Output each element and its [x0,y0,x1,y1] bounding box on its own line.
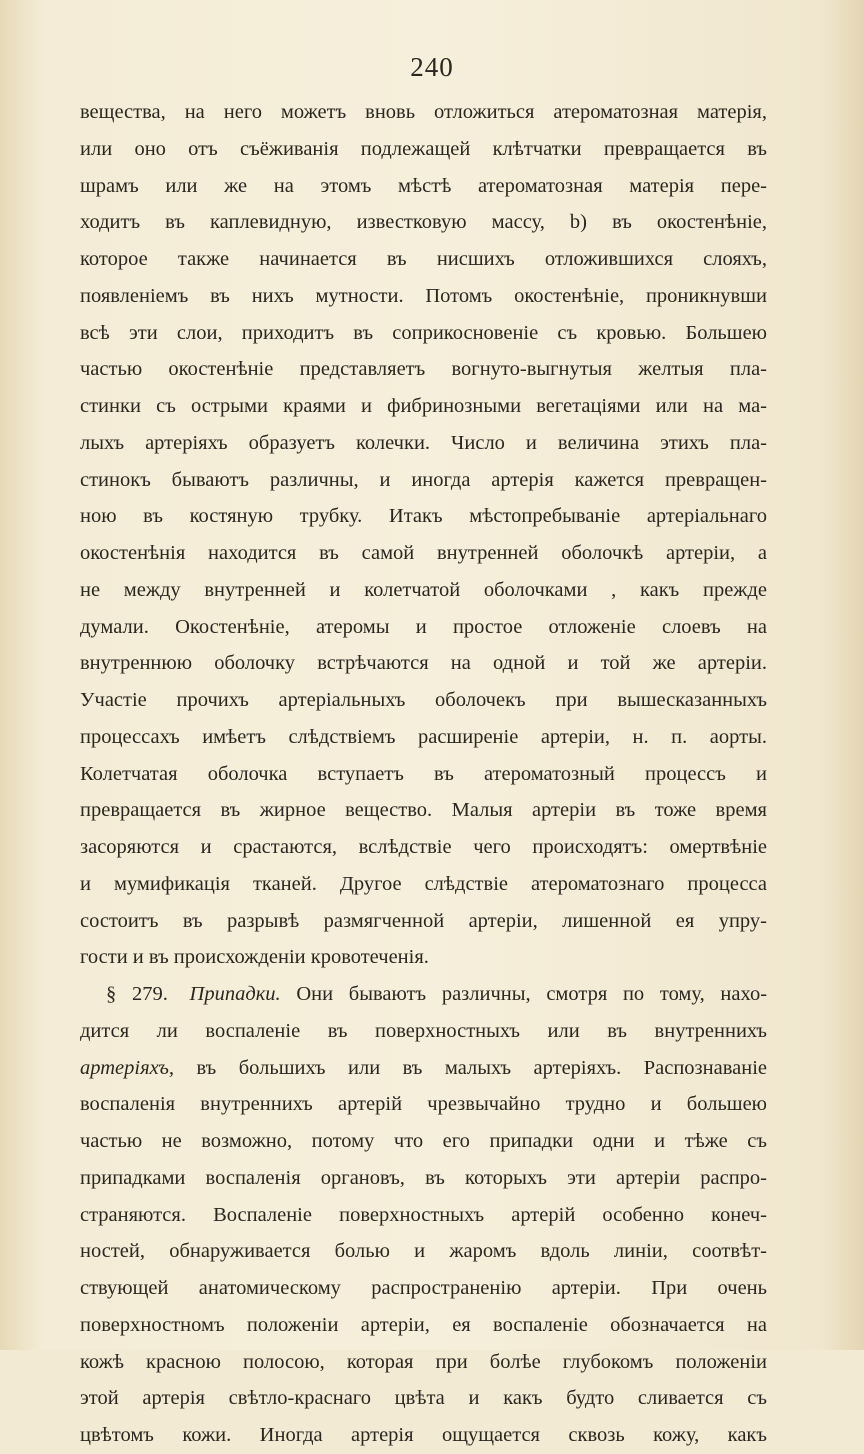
line-text: не между внутренней и колетчатой оболочками , какъ прежде [80,578,767,601]
line-text: появленіемъ въ нихъ мутности. Потомъ окостенѣніе, проникнувши [80,284,767,307]
line-text: ною въ костяную трубку. Итакъ мѣстопребываніе артеріальнаго [80,505,767,528]
line-text: въ большихъ или въ малыхъ артеріяхъ. Распознаваніе [196,1056,767,1079]
section-heading: Припадки. [189,983,281,1005]
text-line [80,1380,767,1417]
line-text: кожѣ красною полосою, которая при болѣе глубокомъ положеніи [80,1350,767,1373]
text-line [80,1417,767,1454]
text-line [80,756,767,793]
section-number: § 279. [106,983,168,1005]
line-text: состоитъ въ разрывѣ размягченной артеріи, лишенной ея упру- [80,909,767,932]
line-text: и мумификація тканей. Другое слѣдствіе атероматознаго процесса [80,872,767,895]
text-line [80,1270,767,1307]
text-line [80,976,767,1013]
line-text: Участіе прочихъ артеріальныхъ оболочекъ при вышесказанныхъ [80,689,767,711]
line-text: страняются. Воспаленіе поверхностныхъ артерій особенно конеч- [80,1203,767,1226]
line-text: процессахъ имѣетъ слѣдствіемъ расширеніе артеріи, н. п. аорты. [80,725,767,748]
text-line [80,1086,767,1123]
line-text: которое также начинается въ нисшихъ отложившихся слояхъ, [80,248,767,270]
text-line [80,903,767,940]
text-line [80,94,767,131]
text-line [80,792,767,829]
text-line [80,682,767,719]
text-line [80,572,767,609]
body-text [80,94,767,1454]
text-line [80,1013,767,1050]
text-line [80,719,767,756]
line-text: частью окостенѣніе представляетъ вогнуто-выгнутыя желтыя пла- [80,358,767,381]
line-text: поверхностномъ положеніи артеріи, ея воспаленіе обозначается на [80,1313,767,1336]
text-line [80,315,767,352]
line-text: воспаленія внутреннихъ артерій чрезвычайно трудно и большею [80,1093,767,1116]
text-line [80,1344,767,1381]
text-line [80,829,767,866]
line-text: засоряются и срастаются, вслѣдствіе чего происходятъ: омертвѣніе [80,836,767,858]
line-text: или оно отъ съёживанія подлежащей клѣтчатки превращается въ [80,137,767,160]
line-text: Колетчатая оболочка вступаетъ въ атероматозный процессъ и [80,762,767,785]
italic-term: артеріяхъ, [80,1056,174,1079]
text-line [80,939,767,976]
line-text: этой артерія свѣтло-краснаго цвѣта и какъ будто сливается съ [80,1387,767,1410]
line-text: вещества, на него можетъ вновь отложиться атероматозная матерія, [80,101,767,123]
line-text: всѣ эти слои, приходитъ въ соприкосновеніе съ кровью. Большею [80,321,767,344]
text-line [80,645,767,682]
text-line [80,535,767,572]
text-line [80,1160,767,1197]
line-text: ходитъ въ каплевидную, известковую массу, b) въ окостенѣніе, [80,211,767,234]
text-line [80,1050,767,1087]
text-line [80,1307,767,1344]
page-number: 240 [410,52,454,82]
line-text: стинокъ бываютъ различны, и иногда артерія кажется превращен- [80,468,767,491]
line-text: припадками воспаленія органовъ, въ которыхъ эти артеріи распро- [80,1166,767,1189]
line-text: дится ли воспаленіе въ поверхностныхъ или въ внутреннихъ [80,1019,767,1042]
text-line [80,168,767,205]
text-line [80,462,767,499]
text-line [80,388,767,425]
line-text: шрамъ или же на этомъ мѣстѣ атероматозная матерія пере- [80,174,767,197]
line-text: цвѣтомъ кожи. Иногда артерія ощущается сквозь кожу, какъ [80,1424,767,1446]
line-text: гости и въ происхожденіи кровотеченія. [80,946,429,969]
text-line [80,241,767,278]
line-text: лыхъ артеріяхъ образуетъ колечки. Число и величина этихъ пла- [80,431,767,454]
line-text: ностей, обнаруживается болью и жаромъ вдоль линіи, соотвѣт- [80,1240,767,1263]
line-text: внутреннюю оболочку встрѣчаются на одной и той же артеріи. [80,652,767,675]
line-text: окостенѣнія находится въ самой внутренней оболочкѣ артеріи, а [80,542,767,564]
text-line [80,351,767,388]
text-line [80,498,767,535]
text-line [80,131,767,168]
text-line [80,425,767,462]
text-line [80,1123,767,1160]
line-text: превращается въ жирное вещество. Малыя артеріи въ тоже время [80,799,767,822]
line-text: ствующей анатомическому распространенію артеріи. При очень [80,1277,767,1299]
text-line [80,1197,767,1234]
text-line [80,278,767,315]
line-text: Они бываютъ различны, смотря по тому, нахо- [296,983,768,1005]
line-text: думали. Окостенѣніе, атеромы и простое отложеніе слоевъ на [80,615,767,638]
text-line [80,866,767,903]
text-line [80,609,767,646]
text-line [80,1233,767,1270]
line-text: стинки съ острыми краями и фибринозными вегетаціями или на ма- [80,395,767,417]
text-line [80,204,767,241]
line-text: частью не возможно, потому что его припадки одни и тѣже съ [80,1130,767,1152]
